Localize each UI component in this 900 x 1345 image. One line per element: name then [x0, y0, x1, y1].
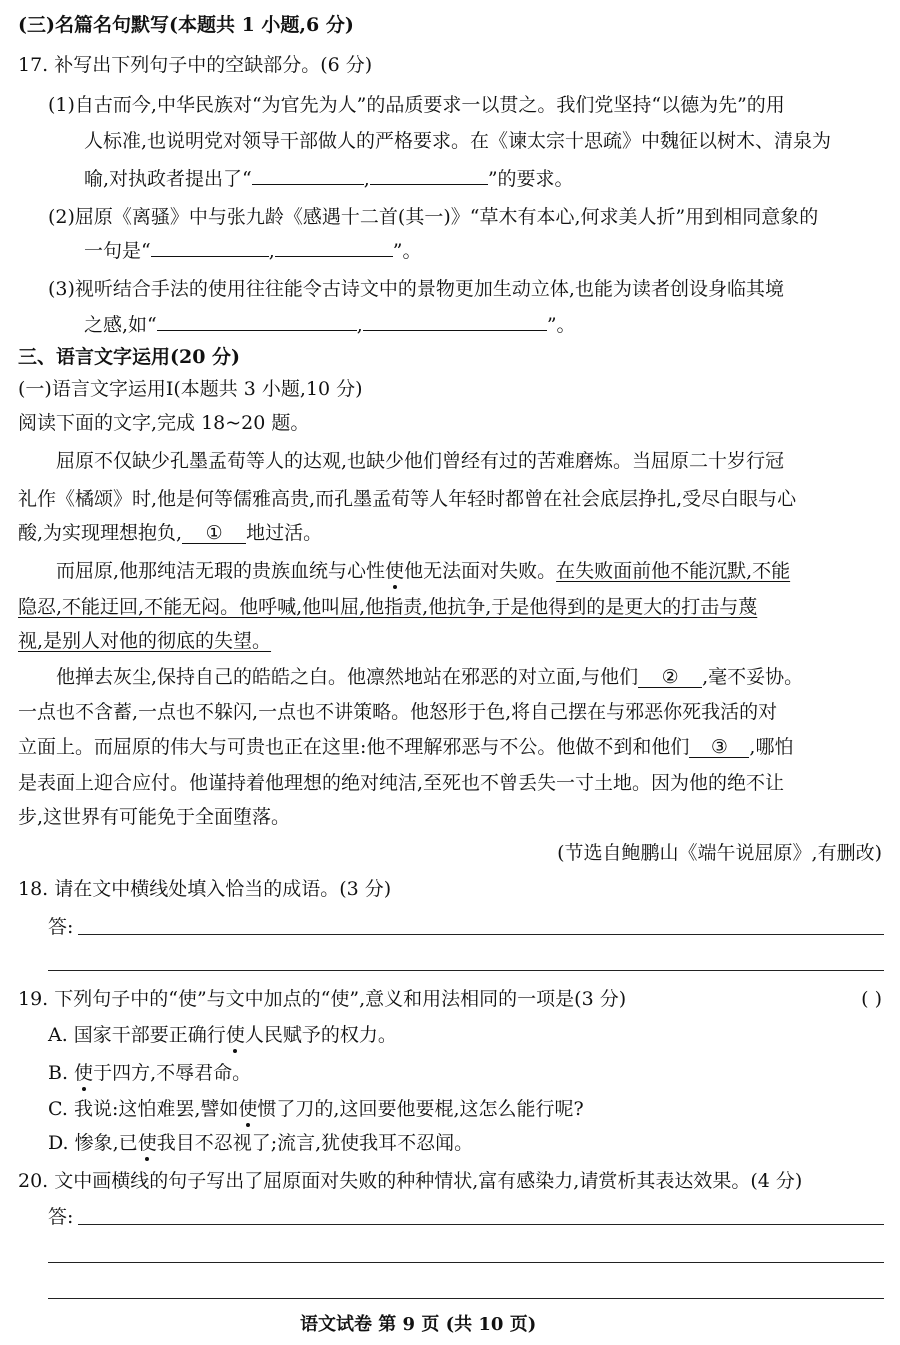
q17-part3-line2 [84, 314, 576, 335]
q17-part3-comma: , [356, 314, 363, 336]
q19-a-dotted-shi: 使 [225, 1024, 245, 1046]
passage-p3-line1 [56, 668, 803, 688]
passage-p1-text-b: 地过活。 [246, 522, 323, 544]
underlined-sentence-part2: 隐忍,不能迂回,不能无闷。他呼喊,他叫屈,他指责,他抗争,于是他得到的是更大的打击与蔑 [18, 596, 758, 618]
section-header-famous-quotes: (三)名篇名句默写(本题共 1 小题,6 分) [18, 14, 354, 36]
q17-part1-line1: (1)自古而今,中华民族对“为官先为人”的品质要求一以贯之。我们党坚持“以德为先”的用 [48, 94, 785, 116]
passage-blank-1: ① [182, 524, 246, 544]
question-20-stem: 20. 文中画横线的句子写出了屈原面对失败的种种情状,富有感染力,请赏析其表达效果。(4 分) [18, 1170, 803, 1192]
q17-part3-text-a: 之感,如“ [84, 314, 157, 336]
q20-answer-line-2[interactable] [48, 1262, 884, 1263]
q17-part1-line2: 人标准,也说明党对领导干部做人的严格要求。在《谏太宗十思疏》中魏征以树木、清泉为 [84, 130, 832, 152]
q17-part1-line3 [84, 168, 574, 189]
passage-blank-2: ② [638, 668, 702, 688]
passage-source: (节选自鲍鹏山《端午说屈原》,有删改) [557, 842, 882, 864]
q17-part2-line2 [84, 240, 421, 261]
passage-blank-3: ③ [689, 738, 749, 758]
q19-d-text-post: 我目不忍视了;流言,犹使我耳不忍闻。 [156, 1132, 474, 1154]
q17-part1-text-c: ”的要求。 [487, 168, 574, 190]
q19-b-text-pre: B. [48, 1062, 75, 1084]
passage-p3-text-d: ,哪怕 [749, 736, 794, 758]
q17-part3-blank-1[interactable] [157, 314, 357, 331]
q17-part1-blank-2[interactable] [370, 168, 488, 185]
question-19-stem: 19. 下列句子中的“使”与文中加点的“使”,意义和用法相同的一项是(3 分) [18, 988, 627, 1010]
q19-option-b[interactable] [48, 1064, 251, 1083]
q19-b-text-post: 于四方,不辱君命。 [93, 1062, 252, 1084]
underlined-sentence-part1: 在失败面前他不能沉默,不能 [556, 560, 791, 582]
passage-p3-text-b: ,毫不妥协。 [702, 666, 804, 688]
q17-part1-blank-1[interactable] [252, 168, 364, 185]
q20-answer-label: 答: [48, 1206, 74, 1228]
q19-c-text-pre: C. 我说:这怕难罢,譬如 [48, 1098, 239, 1120]
question-18-stem: 18. 请在文中横线处填入恰当的成语。(3 分) [18, 878, 392, 900]
dotted-shi-character: 使 [385, 560, 405, 582]
subsection-header: (一)语言文字运用Ⅰ(本题共 3 小题,10 分) [18, 378, 363, 400]
q17-part1-comma: , [363, 168, 370, 190]
passage-p1-line3 [18, 524, 322, 544]
q17-part2-blank-1[interactable] [151, 240, 269, 257]
passage-p3-line2: 一点也不含蓄,一点也不躲闪,一点也不讲策略。他怒形于色,将自己摆在与邪恶你死我活的对 [18, 701, 778, 723]
reading-instruction: 阅读下面的文字,完成 18~20 题。 [18, 412, 310, 434]
part-3-header: 三、语言文字运用(20 分) [18, 346, 241, 368]
q17-part3-text-c: ”。 [546, 314, 576, 336]
passage-p1-line2: 礼作《橘颂》时,他是何等儒雅高贵,而孔墨孟荀等人年轻时都曾在社会底层挣扎,受尽白眼与心 [18, 488, 797, 510]
q20-answer-line-3[interactable] [48, 1298, 884, 1299]
q19-d-text-pre: D. 惨象,已 [48, 1132, 138, 1154]
passage-p2-line1 [56, 562, 790, 581]
page-footer: 语文试卷 第 9 页 (共 10 页) [300, 1314, 537, 1335]
q19-a-text-post: 人民赋予的权力。 [244, 1024, 397, 1046]
passage-p3-line4: 是表面上迎合应付。他谨持着他理想的绝对纯洁,至死也不曾丢失一寸土地。因为他的绝不让 [18, 772, 785, 794]
q19-option-a[interactable] [48, 1026, 397, 1045]
q17-part3-line1: (3)视听结合手法的使用往往能令古诗文中的景物更加生动立体,也能为读者创设身临其境 [48, 278, 784, 300]
q17-part2-comma: , [268, 240, 275, 262]
q19-a-text-pre: A. 国家干部要正确行 [48, 1024, 226, 1046]
passage-p2-text-a: 而屈原,他那纯洁无瑕的贵族血统与心性 [56, 560, 386, 582]
q19-c-text-post: 惯了刀的,这回要他要棍,这怎么能行呢? [257, 1098, 584, 1120]
q20-answer-line-1[interactable] [78, 1224, 884, 1225]
q19-b-dotted-shi: 使 [74, 1062, 94, 1084]
q18-answer-label: 答: [48, 916, 74, 938]
question-17-stem: 17. 补写出下列句子中的空缺部分。(6 分) [18, 54, 373, 76]
passage-p3-line5: 步,这世界有可能免于全面堕落。 [18, 806, 291, 828]
q19-c-dotted-shi: 使 [238, 1098, 258, 1120]
q17-part2-blank-2[interactable] [275, 240, 393, 257]
q17-part2-text-c: ”。 [392, 240, 422, 262]
passage-p3-text-a: 他掸去灰尘,保持自己的皓皓之白。他凛然地站在邪恶的对立面,与他们 [56, 666, 639, 688]
passage-p2-text-b: 他无法面对失败。 [404, 560, 557, 582]
passage-p3-text-c: 立面上。而屈原的伟大与可贵也正在这里:他不理解邪恶与不公。他做不到和他们 [18, 736, 690, 758]
passage-p1-line1: 屈原不仅缺少孔墨孟荀等人的达观,也缺少他们曾经有过的苦难磨炼。当屈原二十岁行冠 [56, 450, 785, 472]
q19-d-dotted-shi: 使 [137, 1132, 157, 1154]
passage-p3-line3 [18, 738, 793, 758]
q18-answer-line-2[interactable] [48, 970, 884, 971]
passage-p1-text-a: 酸,为实现理想抱负, [18, 522, 183, 544]
q19-option-c[interactable] [48, 1100, 584, 1119]
q19-answer-bracket[interactable]: ( ) [861, 988, 882, 1010]
q17-part3-blank-2[interactable] [363, 314, 547, 331]
q19-option-d[interactable] [48, 1134, 473, 1153]
q17-part2-line1: (2)屈原《离骚》中与张九龄《感遇十二首(其一)》“草木有本心,何求美人折”用到相同意象的 [48, 206, 819, 228]
q18-answer-line-1[interactable] [78, 934, 884, 935]
underlined-sentence-part3: 视,是别人对他的彻底的失望。 [18, 630, 272, 652]
q17-part1-text-a: 喻,对执政者提出了“ [84, 168, 252, 190]
q17-part2-text-a: 一句是“ [84, 240, 151, 262]
